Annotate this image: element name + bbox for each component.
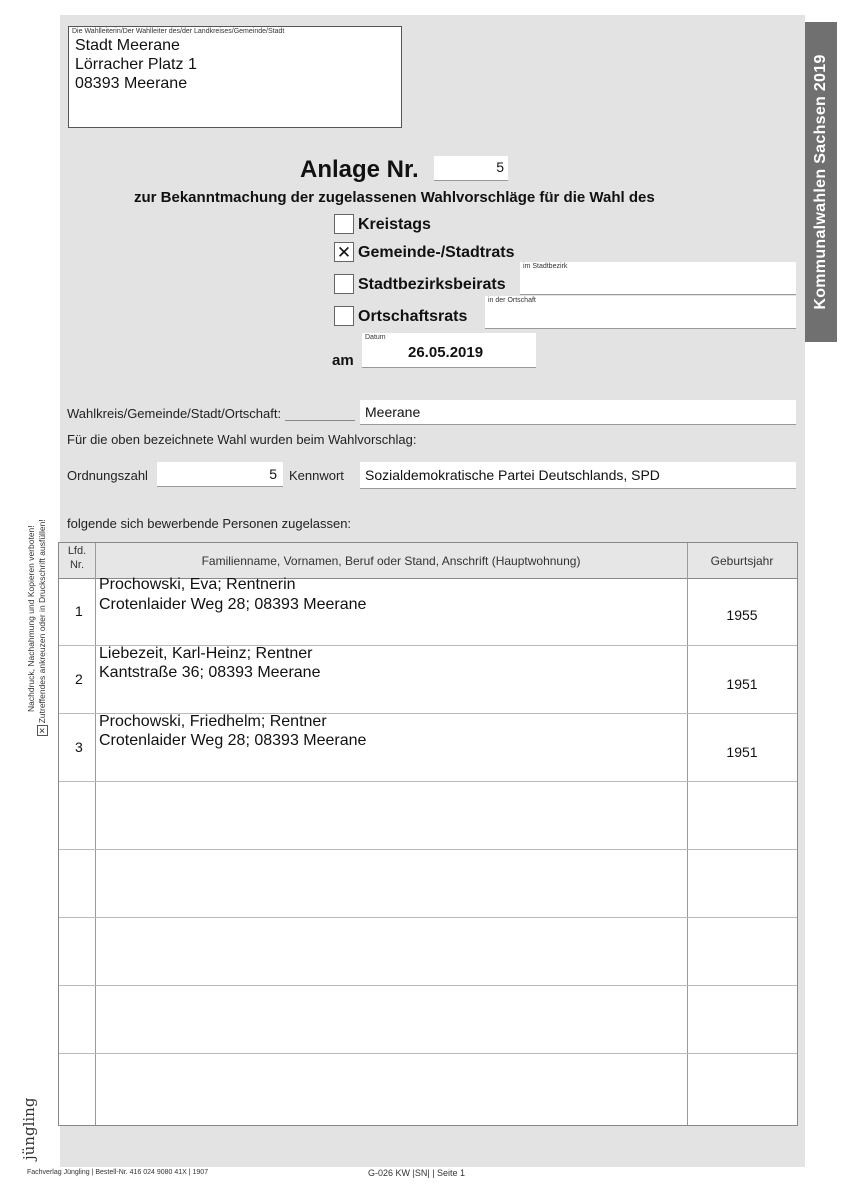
row-1-line-2: Crotenlaider Weg 28; 08393 Meerane xyxy=(99,596,367,613)
option-kreistags-label: Kreistags xyxy=(358,216,431,233)
authority-line-3: 08393 Meerane xyxy=(75,75,188,92)
ordnungszahl-label: Ordnungszahl xyxy=(67,468,148,483)
date-am-label: am xyxy=(332,352,354,369)
kennwort-field[interactable] xyxy=(360,462,796,489)
row-divider xyxy=(59,849,797,850)
wahlkreis-field[interactable] xyxy=(360,400,796,425)
margin-note-1: Nachdruck, Nachahmung und Kopieren verboten! xyxy=(26,525,36,712)
authority-line-1: Stadt Meerane xyxy=(75,37,180,54)
row-3-nr: 3 xyxy=(75,739,83,755)
row-divider xyxy=(59,1053,797,1054)
date-value: 26.05.2019 xyxy=(408,344,484,361)
footer-publisher: Fachverlag Jüngling | Bestell-Nr. 416 024 9080 41X | 1907 xyxy=(27,1169,209,1176)
col-divider-2 xyxy=(687,543,688,1125)
row-1-line-1: Prochowski, Eva; Rentnerin xyxy=(99,576,296,593)
option-stadtbezirk-label: Stadtbezirksbeirats xyxy=(358,276,506,293)
ordnungszahl-value: 5 xyxy=(269,466,277,482)
checkbox-ortschaft[interactable] xyxy=(334,306,354,326)
subtitle: zur Bekanntmachung der zugelassenen Wahlvorschläge für die Wahl des xyxy=(134,189,655,206)
row-3-year: 1951 xyxy=(726,744,758,760)
header-year: Geburtsjahr xyxy=(710,554,774,568)
side-title-strip xyxy=(805,22,837,342)
col-divider-1 xyxy=(95,543,96,1125)
checkbox-gemeinde[interactable] xyxy=(334,242,354,262)
wahlkreis-label: Wahlkreis/Gemeinde/Stadt/Ortschaft: xyxy=(67,406,282,421)
header-name: Familienname, Vornamen, Beruf oder Stand, Anschrift (Hauptwohnung) xyxy=(201,554,581,568)
wahlkreis-underline xyxy=(285,420,355,421)
option-gemeinde-label: Gemeinde-/Stadtrats xyxy=(358,244,515,261)
row-3-line-1: Prochowski, Friedhelm; Rentner xyxy=(99,713,327,730)
anlage-number-field xyxy=(434,156,508,181)
kennwort-label: Kennwort xyxy=(289,468,344,483)
row-divider xyxy=(59,781,797,782)
footer-form-id: G-026 KW |SN| | Seite 1 xyxy=(368,1168,466,1178)
stadtbezirk-field[interactable] xyxy=(520,262,796,295)
date-field-label: Datum xyxy=(365,334,386,341)
row-1-year: 1955 xyxy=(726,607,758,623)
authority-label: Die Wahlleiterin/Der Wahlleiter des/der Landkreises/Gemeinde/Stadt xyxy=(72,28,285,35)
ortschaft-field[interactable] xyxy=(485,296,796,329)
date-field[interactable] xyxy=(362,333,536,368)
checkbox-stadtbezirk[interactable] xyxy=(334,274,354,294)
authority-line-2: Lörracher Platz 1 xyxy=(75,56,197,73)
anlage-number: 5 xyxy=(496,159,504,175)
page-title: Anlage Nr. xyxy=(300,156,419,183)
margin-note-2-wrap xyxy=(37,519,48,736)
row-1-nr: 1 xyxy=(75,603,83,619)
authority-box xyxy=(68,26,402,128)
row-3-line-2: Crotenlaider Weg 28; 08393 Meerane xyxy=(99,732,367,749)
row-2-line-1: Liebezeit, Karl-Heinz; Rentner xyxy=(99,645,313,662)
header-nr-1: Lfd. xyxy=(67,545,87,557)
row-divider xyxy=(59,917,797,918)
margin-note-mark: ✕ xyxy=(38,727,47,734)
wahlkreis-value: Meerane xyxy=(365,404,421,420)
row-2-line-2: Kantstraße 36; 08393 Meerane xyxy=(99,664,321,681)
candidate-table xyxy=(58,542,798,1126)
header-nr-2: Nr. xyxy=(69,559,85,571)
row-divider xyxy=(59,985,797,986)
margin-note-2: Zutreffendes ankreuzen oder in Druckschrift ausfüllen! xyxy=(37,519,47,724)
checkbox-gemeinde-mark: ✕ xyxy=(336,242,352,262)
intro-text: Für die oben bezeichnete Wahl wurden beim Wahlvorschlag: xyxy=(67,432,417,447)
row-2-nr: 2 xyxy=(75,671,83,687)
side-title: Kommunalwahlen Sachsen 2019 xyxy=(812,54,829,310)
kennwort-value: Sozialdemokratische Partei Deutschlands, SPD xyxy=(365,467,660,483)
checkbox-kreistags[interactable] xyxy=(334,214,354,234)
ordnungszahl-field[interactable] xyxy=(157,462,283,487)
publisher-logo: jüngling xyxy=(20,1097,38,1160)
candidates-intro: folgende sich bewerbende Personen zugelassen: xyxy=(67,516,352,531)
row-2-year: 1951 xyxy=(726,676,758,692)
option-ortschaft-label: Ortschaftsrats xyxy=(358,308,468,325)
stadtbezirk-field-label: im Stadtbezirk xyxy=(523,263,568,270)
ortschaft-field-label: in der Ortschaft xyxy=(488,297,536,304)
